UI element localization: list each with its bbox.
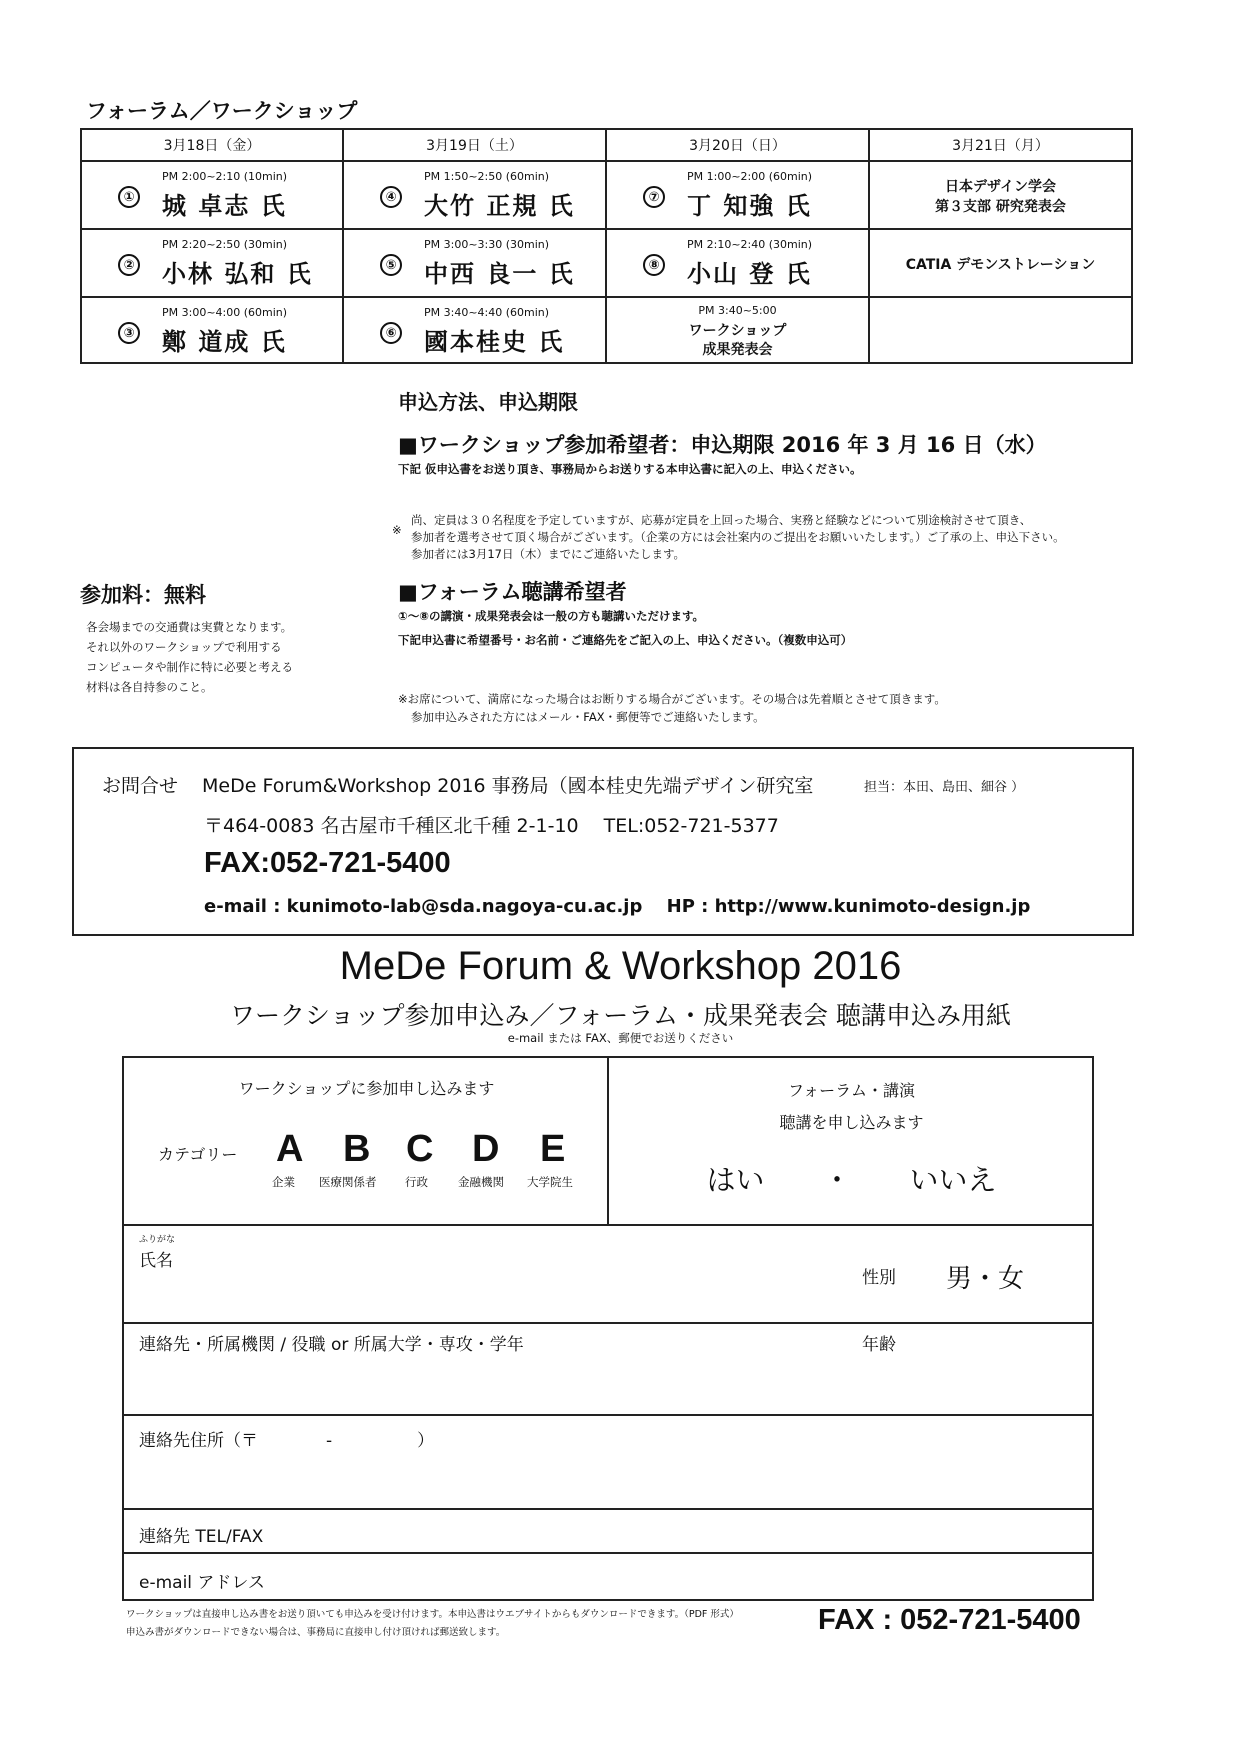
day-header: 3月18日（金）	[82, 130, 344, 162]
contact-staff: 担当：本田、島田、細谷 ）	[864, 780, 1025, 795]
form-top-row	[124, 1058, 1092, 1226]
forum-audience-text: ①～⑧の講演・成果発表会は一般の方も聴講いただけます。	[398, 609, 705, 623]
fee-line: 各会場までの交通費は実費となります。	[86, 620, 293, 634]
speaker-name: 小林 弘和 氏	[162, 260, 313, 288]
day4-cell	[870, 162, 1131, 230]
session-number: ④	[380, 186, 402, 208]
session-cell	[82, 230, 344, 298]
session-cell	[344, 230, 607, 298]
session-number: ⑦	[643, 186, 665, 208]
form-subtitle: ワークショップ参加申込み／フォーラム・成果発表会 聴講申込み用紙	[230, 1001, 1011, 1030]
note-line: 参加者には3月17日（木）までにご連絡いたします。	[411, 547, 686, 561]
contact-box	[72, 747, 1134, 936]
speaker-name: 城 卓志 氏	[162, 192, 287, 220]
speaker-name: 國本桂史 氏	[424, 328, 565, 356]
design-society-line1: 日本デザイン学会	[944, 179, 1057, 195]
session-time: PM 2:00~2:10 (10min)	[162, 170, 288, 183]
fee-line: それ以外のワークショップで利用する	[86, 640, 282, 654]
speaker-name: 中西 良一 氏	[424, 260, 575, 288]
contact-email-hp	[204, 892, 1030, 918]
forum-apply-line2: 聴講を申し込みます	[779, 1113, 924, 1132]
session-time: PM 3:40~4:40 (60min)	[424, 306, 550, 319]
email-label: e-mail アドレス	[139, 1573, 265, 1593]
forum-apply-section[interactable]	[609, 1058, 1094, 1224]
affiliation-label: 連絡先・所属機関 / 役職 or 所属大学・専攻・学年	[139, 1335, 524, 1355]
schedule-table	[80, 128, 1133, 364]
session-time: PM 1:50~2:50 (60min)	[424, 170, 550, 183]
day4-cell	[870, 230, 1131, 298]
furigana-label: ふりがな	[139, 1235, 176, 1245]
category-label-c: 行政	[405, 1175, 428, 1189]
category-a[interactable]: A	[276, 1128, 304, 1170]
workshop-deadline-heading: ■ワークショップ参加希望者：申込期限 2016 年 3 月 16 日（水）	[398, 433, 1047, 457]
category-b[interactable]: B	[343, 1128, 371, 1170]
workshop-result-cell	[607, 298, 870, 362]
contact-office: MeDe Forum&Workshop 2016 事務局（國本桂史先端デザイン研究室	[202, 775, 814, 797]
session-number: ②	[118, 254, 140, 276]
day-header: 3月20日（日）	[607, 130, 870, 162]
footer-fax: FAX : 052-721-5400	[818, 1604, 1081, 1636]
form-send-note: e-mail または FAX、郵便でお送りください	[507, 1031, 734, 1045]
session-time: PM 3:00~4:00 (60min)	[162, 306, 288, 319]
seat-note-line: ※お席について、満席になった場合はお断りする場合がございます。その場合は先着順とさせて頂きます。	[398, 692, 946, 706]
category-label-a: 企業	[272, 1175, 295, 1189]
speaker-name: 小山 登 氏	[687, 260, 812, 288]
age-label: 年齢	[862, 1335, 896, 1355]
fee-line: コンピュータや制作に特に必要と考える	[86, 660, 293, 674]
application-form	[122, 1056, 1094, 1601]
catia-demo: CATIA デモンストレーション	[905, 257, 1096, 273]
category-label-e: 大学院生	[527, 1175, 573, 1189]
footer-note: 申込み書がダウンロードできない場合は、事務局に直接申し付け頂ければ郵送致します。	[126, 1627, 506, 1638]
apply-heading: 申込方法、申込期限	[398, 390, 578, 414]
category-label-d: 金融機関	[458, 1175, 504, 1189]
address-label: 連絡先住所（〒 - ）	[139, 1431, 435, 1451]
speaker-name: 丁 知強 氏	[687, 192, 812, 220]
forum-apply-text: 下記申込書に希望番号・お名前・ご連絡先をご記入の上、申込ください。（複数申込可）	[398, 633, 853, 647]
contact-email[interactable]: e-mail : kunimoto-lab@sda.nagoya-cu.ac.jp HP : http://www.kunimoto-design.jp	[204, 896, 1031, 917]
email-row[interactable]	[124, 1554, 1092, 1601]
name-label: 氏名	[139, 1251, 173, 1271]
category-label: カテゴリー	[158, 1145, 238, 1164]
workshop-result-time: PM 3:40~5:00	[698, 304, 777, 317]
empty-cell	[870, 298, 1131, 362]
session-time: PM 2:10~2:40 (30min)	[687, 238, 813, 251]
note-line: 参加者を選考させて頂く場合がございます。（企業の方には会社案内のご提出をお願いいたします。）ご了承の上、申込下さい。	[411, 530, 1065, 544]
category-c[interactable]: C	[406, 1128, 434, 1170]
form-title: MeDe Forum & Workshop 2016	[339, 944, 902, 988]
workshop-result-line2: 成果発表会	[702, 342, 773, 358]
session-number: ⑤	[380, 254, 402, 276]
footer-note: ワークショップは直接申し込み書をお送り頂いても申込みを受け付けます。本申込書はウエブサイトからもダウンロードできます。（PDF 形式）	[126, 1609, 739, 1620]
session-cell	[607, 230, 870, 298]
session-cell	[344, 162, 607, 230]
session-cell	[344, 298, 607, 362]
forum-workshop-heading: フォーラム／ワークショップ	[86, 99, 358, 123]
session-time: PM 1:00~2:00 (60min)	[687, 170, 813, 183]
session-number: ③	[118, 322, 140, 344]
session-number: ⑥	[380, 322, 402, 344]
note-line: 尚、定員は３０名程度を予定していますが、応募が定員を上回った場合、実務と経験などについて別途検討させて頂き、	[411, 513, 1032, 527]
workshop-result-line1: ワークショップ	[688, 323, 787, 339]
category-e[interactable]: E	[540, 1128, 566, 1170]
forum-apply-line1: フォーラム・講演	[787, 1081, 916, 1100]
affiliation-row[interactable]	[124, 1324, 1092, 1416]
session-time: PM 3:00~3:30 (30min)	[424, 238, 550, 251]
workshop-apply-text: 下記 仮申込書をお送り頂き、事務局からお送りする本申込書に記入の上、申込ください。	[398, 462, 862, 476]
note-mark: ※	[392, 523, 402, 537]
day-header: 3月21日（月）	[870, 130, 1131, 162]
contact-fax: FAX:052-721-5400	[204, 847, 451, 879]
tel-fax-row[interactable]	[124, 1510, 1092, 1554]
fee-line: 材料は各自持参のこと。	[86, 680, 213, 694]
day-header: 3月19日（土）	[344, 130, 607, 162]
speaker-name: 鄭 道成 氏	[162, 328, 287, 356]
tel-fax-label: 連絡先 TEL/FAX	[139, 1527, 264, 1547]
session-number: ⑧	[643, 254, 665, 276]
session-number: ①	[118, 186, 140, 208]
design-society-line2: 第３支部 研究発表会	[935, 199, 1066, 215]
gender-label: 性別	[862, 1268, 896, 1288]
fee-heading: 参加料：無料	[80, 583, 206, 607]
contact-address: 〒464-0083 名古屋市千種区北千種 2-1-10 TEL:052-721-5377	[204, 815, 779, 837]
session-time: PM 2:20~2:50 (30min)	[162, 238, 288, 251]
session-cell	[82, 162, 344, 230]
name-row[interactable]	[124, 1226, 1092, 1324]
category-label-b: 医療関係者	[319, 1175, 377, 1189]
session-cell	[82, 298, 344, 362]
speaker-name: 大竹 正規 氏	[424, 192, 575, 220]
forum-audience-heading: ■フォーラム聴講希望者	[398, 580, 627, 604]
address-row[interactable]	[124, 1416, 1092, 1510]
contact-label: お問合せ	[102, 775, 179, 797]
workshop-apply-section[interactable]	[124, 1058, 609, 1224]
seat-note-line: 参加申込みされた方にはメール・FAX・郵便等でご連絡いたします。	[411, 710, 765, 724]
gender-choice[interactable]: 男・女	[946, 1264, 1025, 1294]
category-d[interactable]: D	[472, 1128, 500, 1170]
workshop-apply-label: ワークショップに参加申し込みます	[238, 1079, 495, 1098]
yes-no-choice[interactable]: はい ・ いいえ	[706, 1163, 997, 1197]
session-cell	[607, 162, 870, 230]
